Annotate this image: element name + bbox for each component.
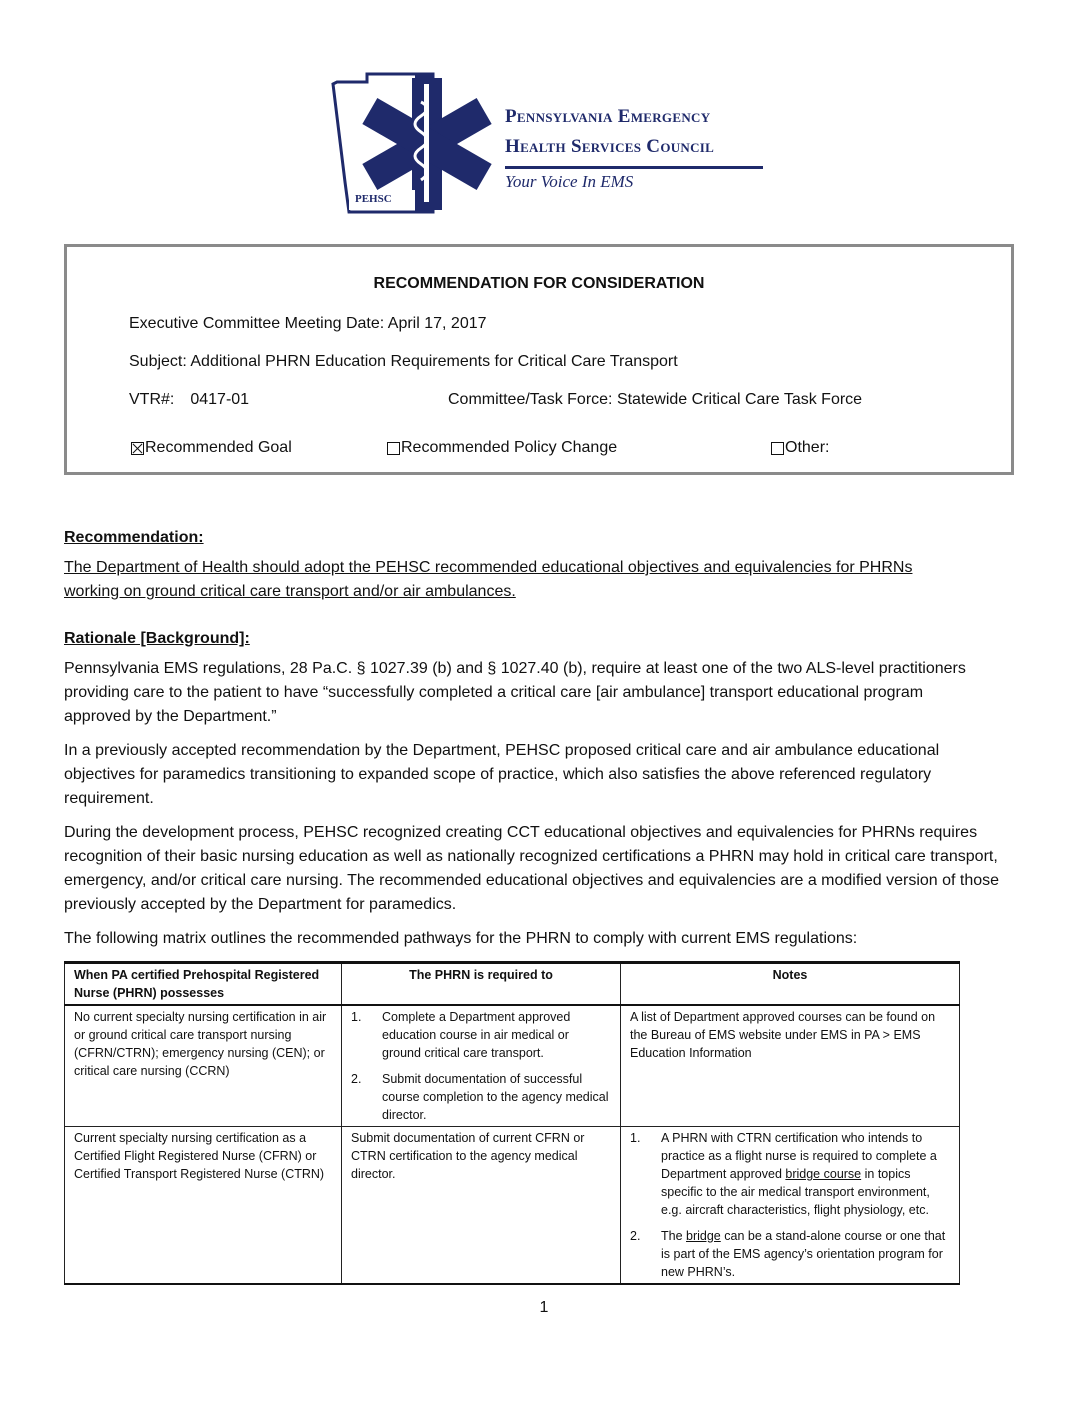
- checkbox-recommended-policy-change[interactable]: [387, 439, 617, 457]
- logo-divider: [505, 166, 763, 169]
- note-number: 1.: [630, 1131, 641, 1145]
- document-title: RECOMMENDATION FOR CONSIDERATION: [373, 275, 705, 292]
- list-item: [630, 1227, 950, 1281]
- step-text: Submit documentation of successful course completion to the agency medical director.: [382, 1072, 609, 1122]
- list-item: [630, 1129, 950, 1219]
- vtr-value: 0417-01: [190, 391, 250, 408]
- meeting-date-value: April 17, 2017: [387, 315, 487, 332]
- note-text-pre: The: [661, 1229, 687, 1243]
- unchecked-box-icon[interactable]: [771, 442, 784, 455]
- checkbox-other[interactable]: [771, 439, 829, 457]
- column-header-required: The PHRN is required to: [342, 963, 621, 1006]
- pathways-matrix-table: [64, 961, 960, 1285]
- cell-condition: No current specialty nursing certification in air or ground critical care transport nursing (CFRN/CTRN); emergency nursing (CEN); or critical care nursing (CCRN): [65, 1005, 342, 1127]
- page-number: 1: [539, 1299, 549, 1316]
- required-steps-list: [351, 1008, 611, 1124]
- logo-tagline: Your Voice In EMS: [505, 172, 634, 191]
- checkbox-label: Recommended Policy Change: [401, 439, 618, 456]
- cell-condition: Current specialty nursing certification as a Certified Flight Registered Nurse (CFRN) or Certified Transport Registered Nurse (CTRN): [65, 1127, 342, 1285]
- cell-notes: A list of Department approved courses can be found on the Bureau of EMS website under EMS in PA > EMS Education Information: [621, 1005, 960, 1127]
- step-text: Complete a Department approved education course in air medical or ground critical care transport.: [382, 1010, 571, 1060]
- notes-list: [630, 1129, 950, 1281]
- logo-org-line2: Health Services Council: [505, 136, 715, 157]
- rationale-paragraph-4: The following matrix outlines the recommended pathways for the PHRN to comply with current EMS regulations:: [64, 930, 858, 947]
- step-number: 2.: [351, 1072, 362, 1086]
- committee-line: [448, 391, 862, 409]
- subject-label: Subject:: [129, 353, 187, 370]
- step-number: 1.: [351, 1010, 362, 1024]
- list-item: [351, 1070, 611, 1124]
- table-header-row: [65, 963, 960, 1006]
- checkbox-label: Recommended Goal: [145, 439, 292, 456]
- unchecked-box-icon[interactable]: [387, 442, 400, 455]
- star-of-life-icon: [305, 62, 505, 220]
- bridge-term: bridge: [686, 1229, 721, 1243]
- table-row: [65, 1005, 960, 1127]
- subject-value: Additional PHRN Education Requirements for Critical Care Transport: [190, 353, 678, 370]
- table-row: [65, 1127, 960, 1285]
- cell-required: [342, 1005, 621, 1127]
- cell-notes: [621, 1127, 960, 1285]
- logo-org-line1: Pennsylvania Emergency: [505, 106, 711, 127]
- rationale-heading: Rationale [Background]:: [64, 630, 250, 647]
- subject-line: [129, 353, 678, 371]
- list-item: [351, 1008, 611, 1062]
- cell-required: Submit documentation of current CFRN or CTRN certification to the agency medical director.: [342, 1127, 621, 1285]
- rationale-paragraph-3: During the development process, PEHSC recognized creating CCT educational objectives and equivalencies for PHRNs requires recognition of their basic nursing education as well as nationally recognized certifications a PHRN may hold in critical care transport, emergency, and/or critical care nursing. The recommended educational objectives and equivalencies are a modified version of those previously accepted by the Department for paramedics.: [64, 824, 1000, 913]
- checkbox-label: Other:: [785, 439, 830, 456]
- column-header-condition: When PA certified Prehospital Registered Nurse (PHRN) possesses: [65, 963, 342, 1006]
- meeting-date-label: Executive Committee Meeting Date:: [129, 315, 385, 332]
- recommendation-header-box: [64, 244, 1014, 475]
- meeting-date-line: [129, 315, 487, 333]
- committee-value: Statewide Critical Care Task Force: [616, 391, 863, 408]
- vtr-label: VTR#:: [129, 391, 175, 408]
- logo-abbreviation: PEHSC: [355, 193, 392, 205]
- note-number: 2.: [630, 1229, 641, 1243]
- note-text: [661, 1227, 950, 1281]
- column-header-notes: Notes: [621, 963, 960, 1006]
- rationale-paragraph-1: Pennsylvania EMS regulations, 28 Pa.C. § 1027.39 (b) and § 1027.40 (b), require at least one of the two ALS-level practitioners providing care to the patient to have “successfully completed a critical care [air ambulance] transport educational program approved by the Department.”: [64, 660, 966, 725]
- note-text-post: in topics specific to the air medical transport environment, e.g. aircraft characteristics, flight physiology, etc.: [661, 1167, 930, 1217]
- note-text-post: can be a stand-alone course or one that is part of the EMS agency’s orientation program for new PHRN’s.: [661, 1229, 946, 1279]
- checked-box-icon[interactable]: [131, 442, 144, 455]
- committee-label: Committee/Task Force:: [448, 391, 613, 408]
- pehsc-logo: [305, 62, 783, 220]
- note-text-pre: A PHRN with CTRN certification who intends to practice as a flight nurse is required to complete a Department approved: [661, 1131, 937, 1181]
- rationale-paragraph-2: In a previously accepted recommendation by the Department, PEHSC proposed critical care and air ambulance educational objectives for paramedics transitioning to expanded scope of practice, which also satisfies the above referenced regulatory requirement.: [64, 742, 940, 807]
- vtr-line: [129, 391, 249, 409]
- recommendation-text: The Department of Health should adopt the PEHSC recommended educational objectives and equivalencies for PHRNs working on ground critical care transport and/or air ambulances.: [64, 559, 913, 600]
- checkbox-recommended-goal[interactable]: [131, 439, 292, 457]
- bridge-course-term: bridge course: [785, 1167, 862, 1181]
- note-text: [661, 1129, 950, 1219]
- recommendation-heading: Recommendation:: [64, 529, 204, 546]
